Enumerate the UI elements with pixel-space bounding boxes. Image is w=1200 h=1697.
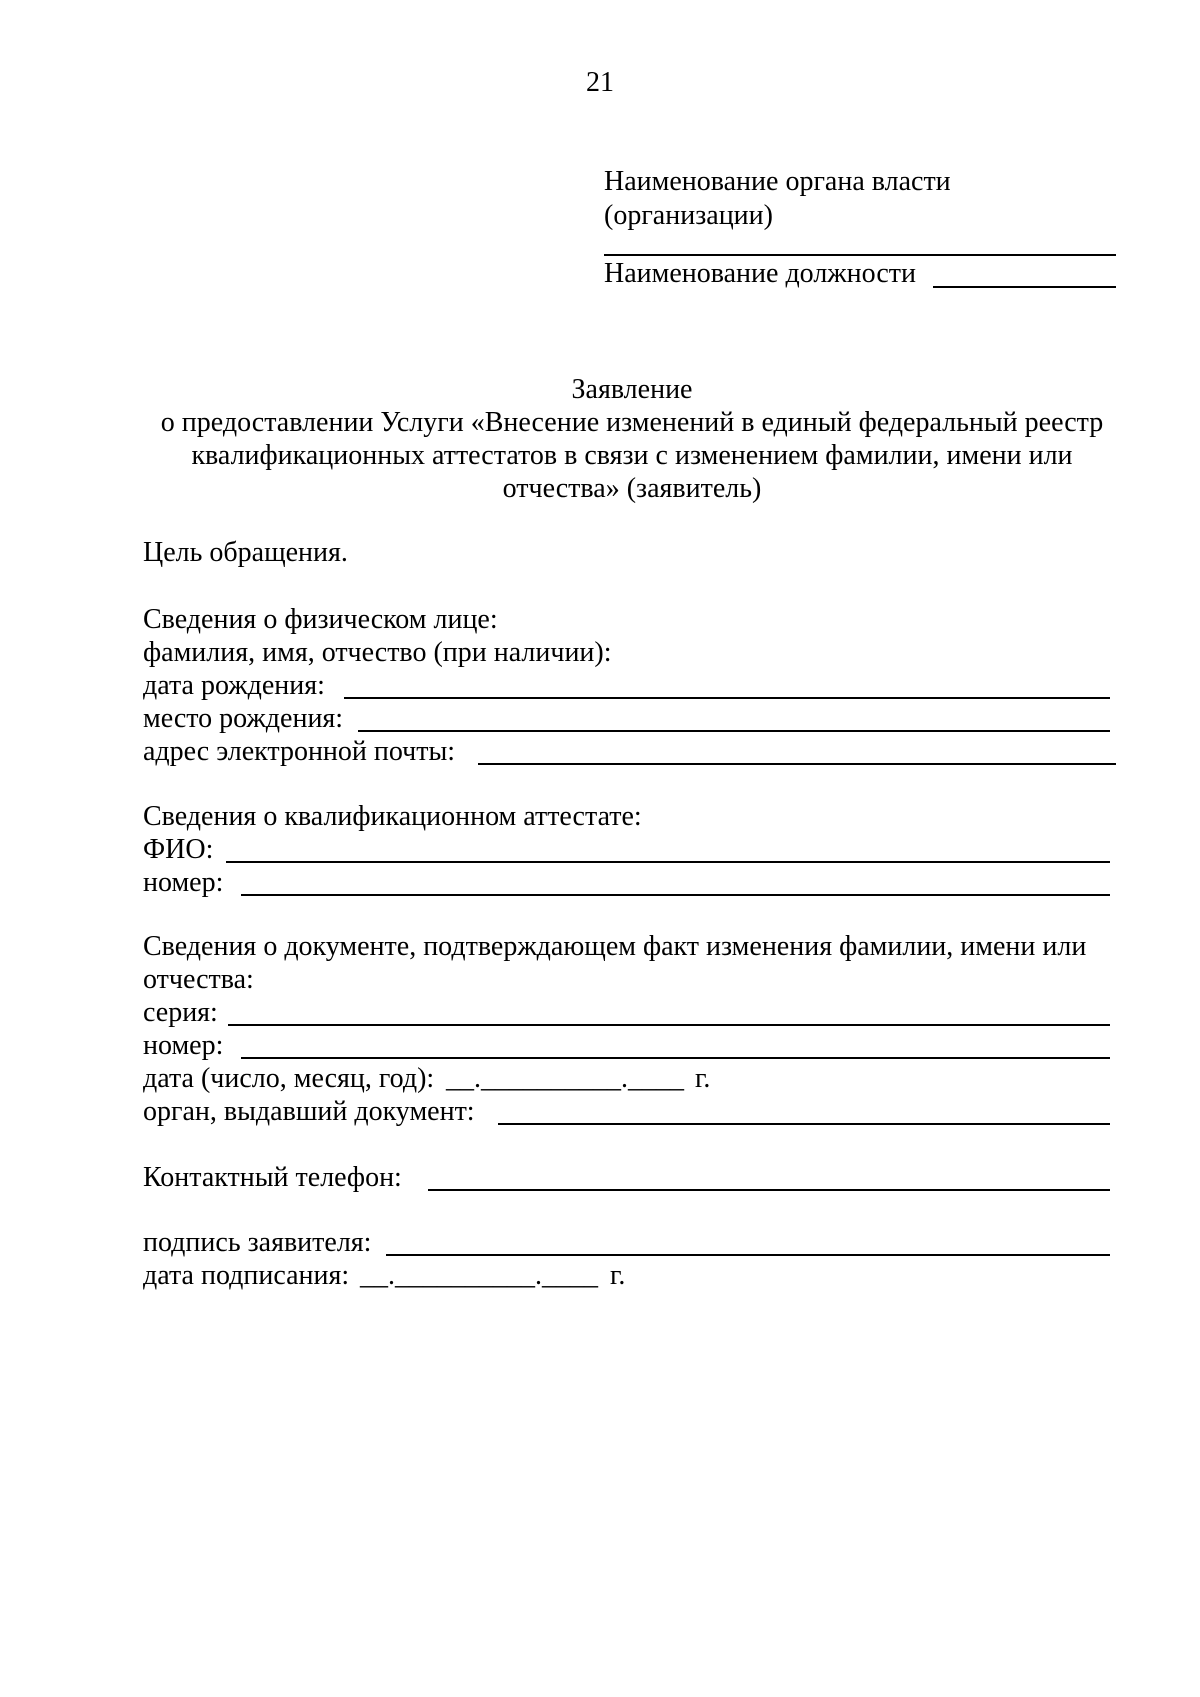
- full-name-label: фамилия, имя, отчество (при наличии):: [143, 637, 612, 668]
- certificate-fio-label: ФИО:: [143, 834, 214, 865]
- signature-blank[interactable]: [386, 1254, 1110, 1256]
- certificate-number-label: номер:: [143, 867, 224, 898]
- document-number-label: номер:: [143, 1030, 224, 1061]
- organization-name-line1: Наименование органа власти: [604, 166, 951, 197]
- document-title-line1: о предоставлении Услуги «Внесение изменений в единый федеральный реестр: [160, 407, 1104, 438]
- person-section-heading: Сведения о физическом лице:: [143, 604, 498, 635]
- signing-date-label: дата подписания:: [143, 1260, 350, 1291]
- document-date-label: дата (число, месяц, год):: [143, 1063, 435, 1094]
- email-blank[interactable]: [478, 763, 1116, 765]
- document-issuer-blank[interactable]: [498, 1123, 1110, 1125]
- position-blank-line[interactable]: [933, 286, 1116, 288]
- organization-blank-line[interactable]: [604, 254, 1116, 256]
- document-series-blank[interactable]: [228, 1024, 1110, 1026]
- organization-name-line2: (организации): [604, 200, 773, 231]
- document-section-heading-line1: Сведения о документе, подтверждающем факт изменения фамилии, имени или: [143, 931, 1087, 962]
- document-issuer-label: орган, выдавший документ:: [143, 1096, 475, 1127]
- birth-date-label: дата рождения:: [143, 670, 325, 701]
- birth-place-blank[interactable]: [358, 730, 1110, 732]
- document-date-year-suffix: г.: [695, 1063, 711, 1094]
- document-heading: Заявление: [571, 374, 693, 405]
- signing-date-blank[interactable]: __.__________.____: [360, 1260, 598, 1291]
- email-label: адрес электронной почты:: [143, 736, 456, 767]
- document-date-blank[interactable]: __.__________.____: [446, 1063, 684, 1094]
- document-title-line2: квалификационных аттестатов в связи с изменением фамилии, имени или: [191, 440, 1073, 471]
- document-series-label: серия:: [143, 997, 218, 1028]
- certificate-section-heading: Сведения о квалификационном аттестате:: [143, 801, 642, 832]
- birth-date-blank[interactable]: [344, 697, 1110, 699]
- signing-date-year-suffix: г.: [610, 1260, 626, 1291]
- position-label: Наименование должности: [604, 258, 916, 289]
- phone-label: Контактный телефон:: [143, 1162, 402, 1193]
- purpose-label: Цель обращения.: [143, 537, 348, 568]
- document-section-heading-line2: отчества:: [143, 964, 254, 995]
- document-title-line3: отчества» (заявитель): [502, 473, 762, 504]
- document-number-blank[interactable]: [241, 1057, 1110, 1059]
- page-number: 21: [586, 67, 614, 98]
- birth-place-label: место рождения:: [143, 703, 344, 734]
- phone-blank[interactable]: [428, 1189, 1110, 1191]
- certificate-number-blank[interactable]: [241, 894, 1110, 896]
- certificate-fio-blank[interactable]: [226, 861, 1110, 863]
- signature-label: подпись заявителя:: [143, 1227, 372, 1258]
